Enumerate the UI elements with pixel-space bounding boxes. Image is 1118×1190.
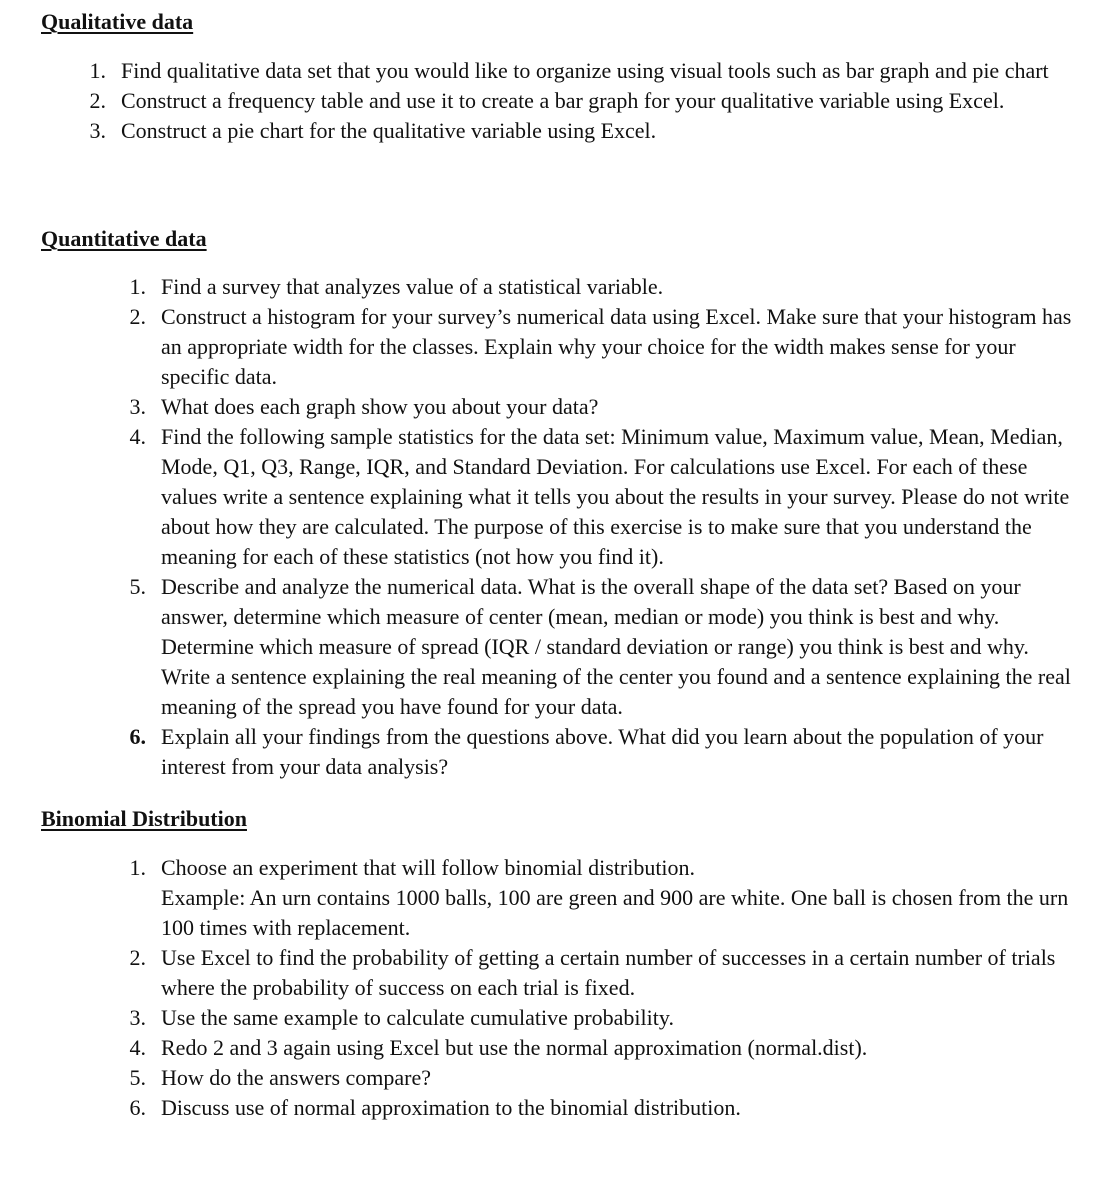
item-text: Construct a pie chart for the qualitative variable using Excel. xyxy=(121,118,657,143)
item-number: 2. xyxy=(89,88,106,113)
list-item xyxy=(129,1033,1081,1063)
item-number: 1. xyxy=(89,58,106,83)
list-item xyxy=(129,1063,1081,1093)
quantitative-list xyxy=(129,272,1081,782)
list-item xyxy=(129,272,1081,302)
item-text: Discuss use of normal approximation to the binomial distribution. xyxy=(161,1095,741,1120)
list-item xyxy=(129,422,1081,572)
item-text: What does each graph show you about your data? xyxy=(161,394,599,419)
list-item xyxy=(129,853,1081,943)
list-item xyxy=(89,86,1071,116)
item-number: 2. xyxy=(129,945,146,970)
list-item xyxy=(129,572,1081,722)
binomial-list xyxy=(129,853,1081,1123)
item-number: 3. xyxy=(129,1005,146,1030)
item-number: 4. xyxy=(129,424,146,449)
item-number: 6. xyxy=(129,724,146,749)
item-number: 4. xyxy=(129,1035,146,1060)
section-heading-quantitative: Quantitative data xyxy=(41,226,207,251)
list-item xyxy=(129,1003,1081,1033)
list-item xyxy=(89,56,1071,86)
item-number: 5. xyxy=(129,574,146,599)
item-number: 6. xyxy=(129,1095,146,1120)
item-text: How do the answers compare? xyxy=(161,1065,432,1090)
item-number: 3. xyxy=(89,118,106,143)
qualitative-list xyxy=(89,56,1071,146)
list-item xyxy=(129,943,1081,1003)
list-item xyxy=(129,392,1081,422)
item-number: 1. xyxy=(129,855,146,880)
section-heading-qualitative: Qualitative data xyxy=(41,9,194,34)
item-number: 5. xyxy=(129,1065,146,1090)
item-text: Describe and analyze the numerical data. What is the overall shape of the data set? Based on your answer, determine which measure of center (mean, median or mode) you think is best and why. Determine which measure of spread (IQR / standard deviation or range) you think is best and why. Write a sentence explaining the real meaning of the center you found and a sentence explaining the real meaning of the spread you have found for your data. xyxy=(161,574,1071,719)
item-text: Redo 2 and 3 again using Excel but use the normal approximation (normal.dist). xyxy=(161,1035,868,1060)
list-item xyxy=(89,116,1071,146)
item-example-text: Example: An urn contains 1000 balls, 100 are green and 900 are white. One ball is chosen from the urn 100 times with replacement. xyxy=(161,885,1069,940)
item-number: 2. xyxy=(129,304,146,329)
item-number: 1. xyxy=(129,274,146,299)
list-item xyxy=(129,1093,1081,1123)
item-number: 3. xyxy=(129,394,146,419)
item-text: Explain all your findings from the questions above. What did you learn about the population of your interest from your data analysis? xyxy=(161,724,1044,779)
item-text: Choose an experiment that will follow binomial distribution. xyxy=(161,855,696,880)
item-text: Find qualitative data set that you would like to organize using visual tools such as bar graph and pie chart xyxy=(121,58,1049,83)
list-item xyxy=(129,302,1081,392)
list-item xyxy=(129,722,1081,782)
item-text: Use Excel to find the probability of getting a certain number of successes in a certain number of trials where the probability of success on each trial is fixed. xyxy=(161,945,1056,1000)
item-text: Use the same example to calculate cumulative probability. xyxy=(161,1005,674,1030)
item-text: Find the following sample statistics for the data set: Minimum value, Maximum value, Mean, Median, Mode, Q1, Q3, Range, IQR, and Standard Deviation. For calculations use Excel. For each of these values write a sentence explaining what it tells you about the results in your survey. Please do not write about how they are calculated. The purpose of this exercise is to make sure that you understand the meaning for each of these statistics (not how you find it). xyxy=(161,424,1070,569)
item-text: Construct a frequency table and use it to create a bar graph for your qualitative variable using Excel. xyxy=(121,88,1005,113)
item-text: Construct a histogram for your survey’s numerical data using Excel. Make sure that your histogram has an appropriate width for the classes. Explain why your choice for the width makes sense for your specific data. xyxy=(161,304,1072,389)
section-heading-binomial: Binomial Distribution xyxy=(41,806,247,831)
item-text: Find a survey that analyzes value of a statistical variable. xyxy=(161,274,664,299)
